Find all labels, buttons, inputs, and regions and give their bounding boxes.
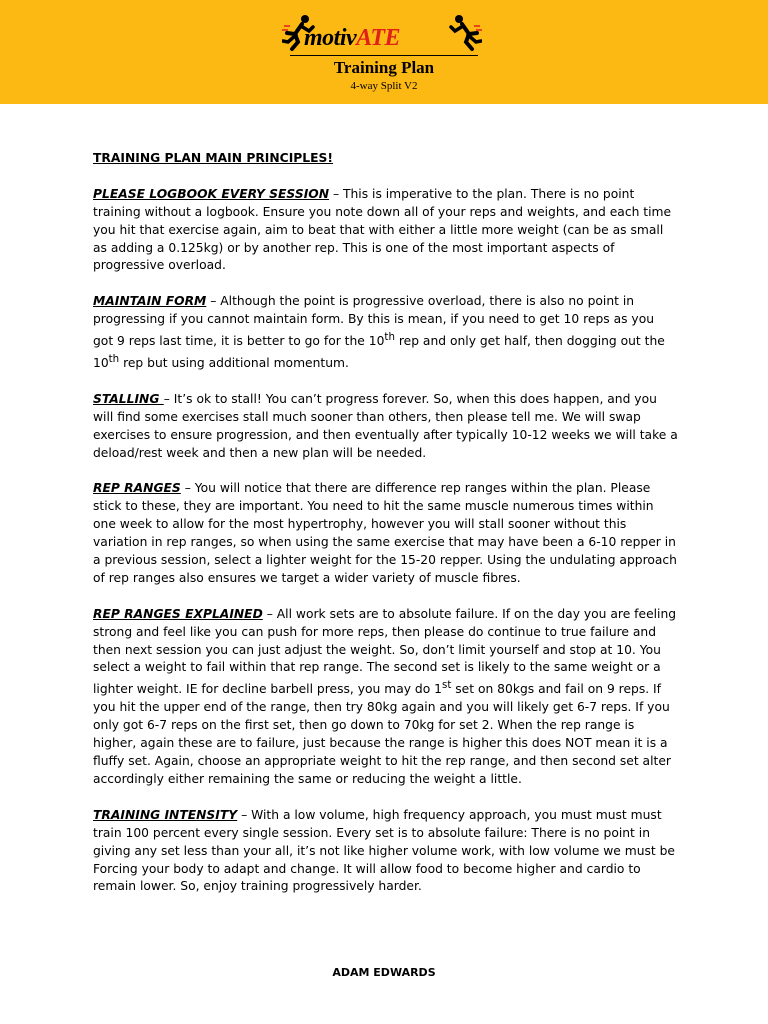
superscript: th	[108, 353, 120, 366]
document-subtitle: 4-way Split V2	[350, 80, 418, 92]
superscript: st	[441, 679, 452, 692]
section-text: – All work sets are to absolute failure. If on the day you are feeling strong and feel like you can push for more reps, then please do continue to true failure and then next session you can just adjust the weight. So, don’t limit yourself and stop at 10. You select a weight to fail within that rep range. The second set is likely to the same weight or a lighter weight. IE for decline barbell press, you may do 1	[93, 606, 677, 697]
section-rep-ranges-explained	[93, 606, 678, 789]
section-text: set on 80kgs and fail on 9 reps. If you hit the upper end of the range, then try 80kg again and you will likely get 6-7 reps. If you only got 6-7 reps on the first set, then go down to 70kg for set 2. When the rep range is higher, again these are to failure, just because the range is higher this does NOT mean it is a fluffy set. Again, choose an appropriate weight to hit the rep range, and then second set alter accordingly either remaining the same or reducing the weight a little.	[93, 682, 671, 787]
section-logbook	[93, 186, 678, 276]
section-lead: PLEASE LOGBOOK EVERY SESSION	[93, 186, 330, 201]
main-heading	[93, 150, 678, 168]
motivate-logo	[282, 12, 478, 58]
header-banner	[0, 0, 768, 104]
section-lead: REP RANGES	[93, 481, 181, 496]
logo-text-part1: motiv	[304, 25, 357, 51]
logo-wordmark	[304, 26, 400, 50]
section-text: rep but using additional momentum.	[119, 356, 349, 371]
superscript: th	[384, 331, 395, 344]
section-text: – You will notice that there are difference rep ranges within the plan. Please stick to these, they are important. You need to hit the same muscle numerous times within one week to allow for the most hypertrophy, however you will stall sooner without this variation in rep ranges, so when using the same exercise that may have been a 6-10 repper in a previous session, select a lighter weight for the 15-20 repper. Using the undulating approach of rep ranges also ensures we target a wider variety of muscle fibres.	[93, 481, 677, 585]
section-text: – Although the point is progressive overload, there is also no point in progressing if you cannot maintain form. By this is mean, if you need to get 10 reps as you got 9 reps last time, it is better to go for the 10	[93, 294, 655, 349]
section-lead: MAINTAIN FORM	[93, 294, 207, 309]
document-body	[93, 150, 678, 914]
section-text: – It’s ok to stall! You can’t progress forever. So, when this does happen, and you will find some exercises stall much sooner than others, then please tell me. We will swap exercises to ensure progression, and then eventually after typically 10-12 weeks we will take a deload/rest week and then a new plan will be needed.	[93, 391, 678, 460]
section-text: rep and only get half, then dogging out the 10	[93, 334, 665, 371]
section-lead: STALLING	[93, 391, 164, 406]
section-stalling	[93, 391, 678, 463]
section-training-intensity	[93, 807, 678, 897]
runner-icon	[448, 14, 482, 52]
logo-text-part2: ATE	[356, 25, 401, 51]
footer-author: ADAM EDWARDS	[332, 966, 436, 979]
section-maintain-form	[93, 293, 678, 373]
section-lead: REP RANGES EXPLAINED	[93, 606, 263, 621]
section-text: – With a low volume, high frequency approach, you must must must train 100 percent every single session. Every set is to absolute failure: There is no point in giving any set less than your all, it’s not like higher volume work, with low volume we must be Forcing your body to adapt and change. It will allow food to become higher and cardio to remain lower. So, enjoy training progressively harder.	[93, 807, 676, 894]
section-lead: TRAINING INTENSITY	[93, 807, 238, 822]
section-rep-ranges	[93, 480, 678, 587]
logo-underline	[290, 55, 478, 56]
main-heading-text: TRAINING PLAN MAIN PRINCIPLES!	[93, 151, 333, 165]
section-text: – This is imperative to the plan. There is no point training without a logbook. Ensure you note down all of your reps and weights, and each time you hit that exercise again, aim to beat that with either a little more weight (can be as small as adding a 0.125kg) or by another rep. This is one of the most important aspects of progressive overload.	[93, 186, 672, 273]
document-title: Training Plan	[333, 58, 435, 77]
